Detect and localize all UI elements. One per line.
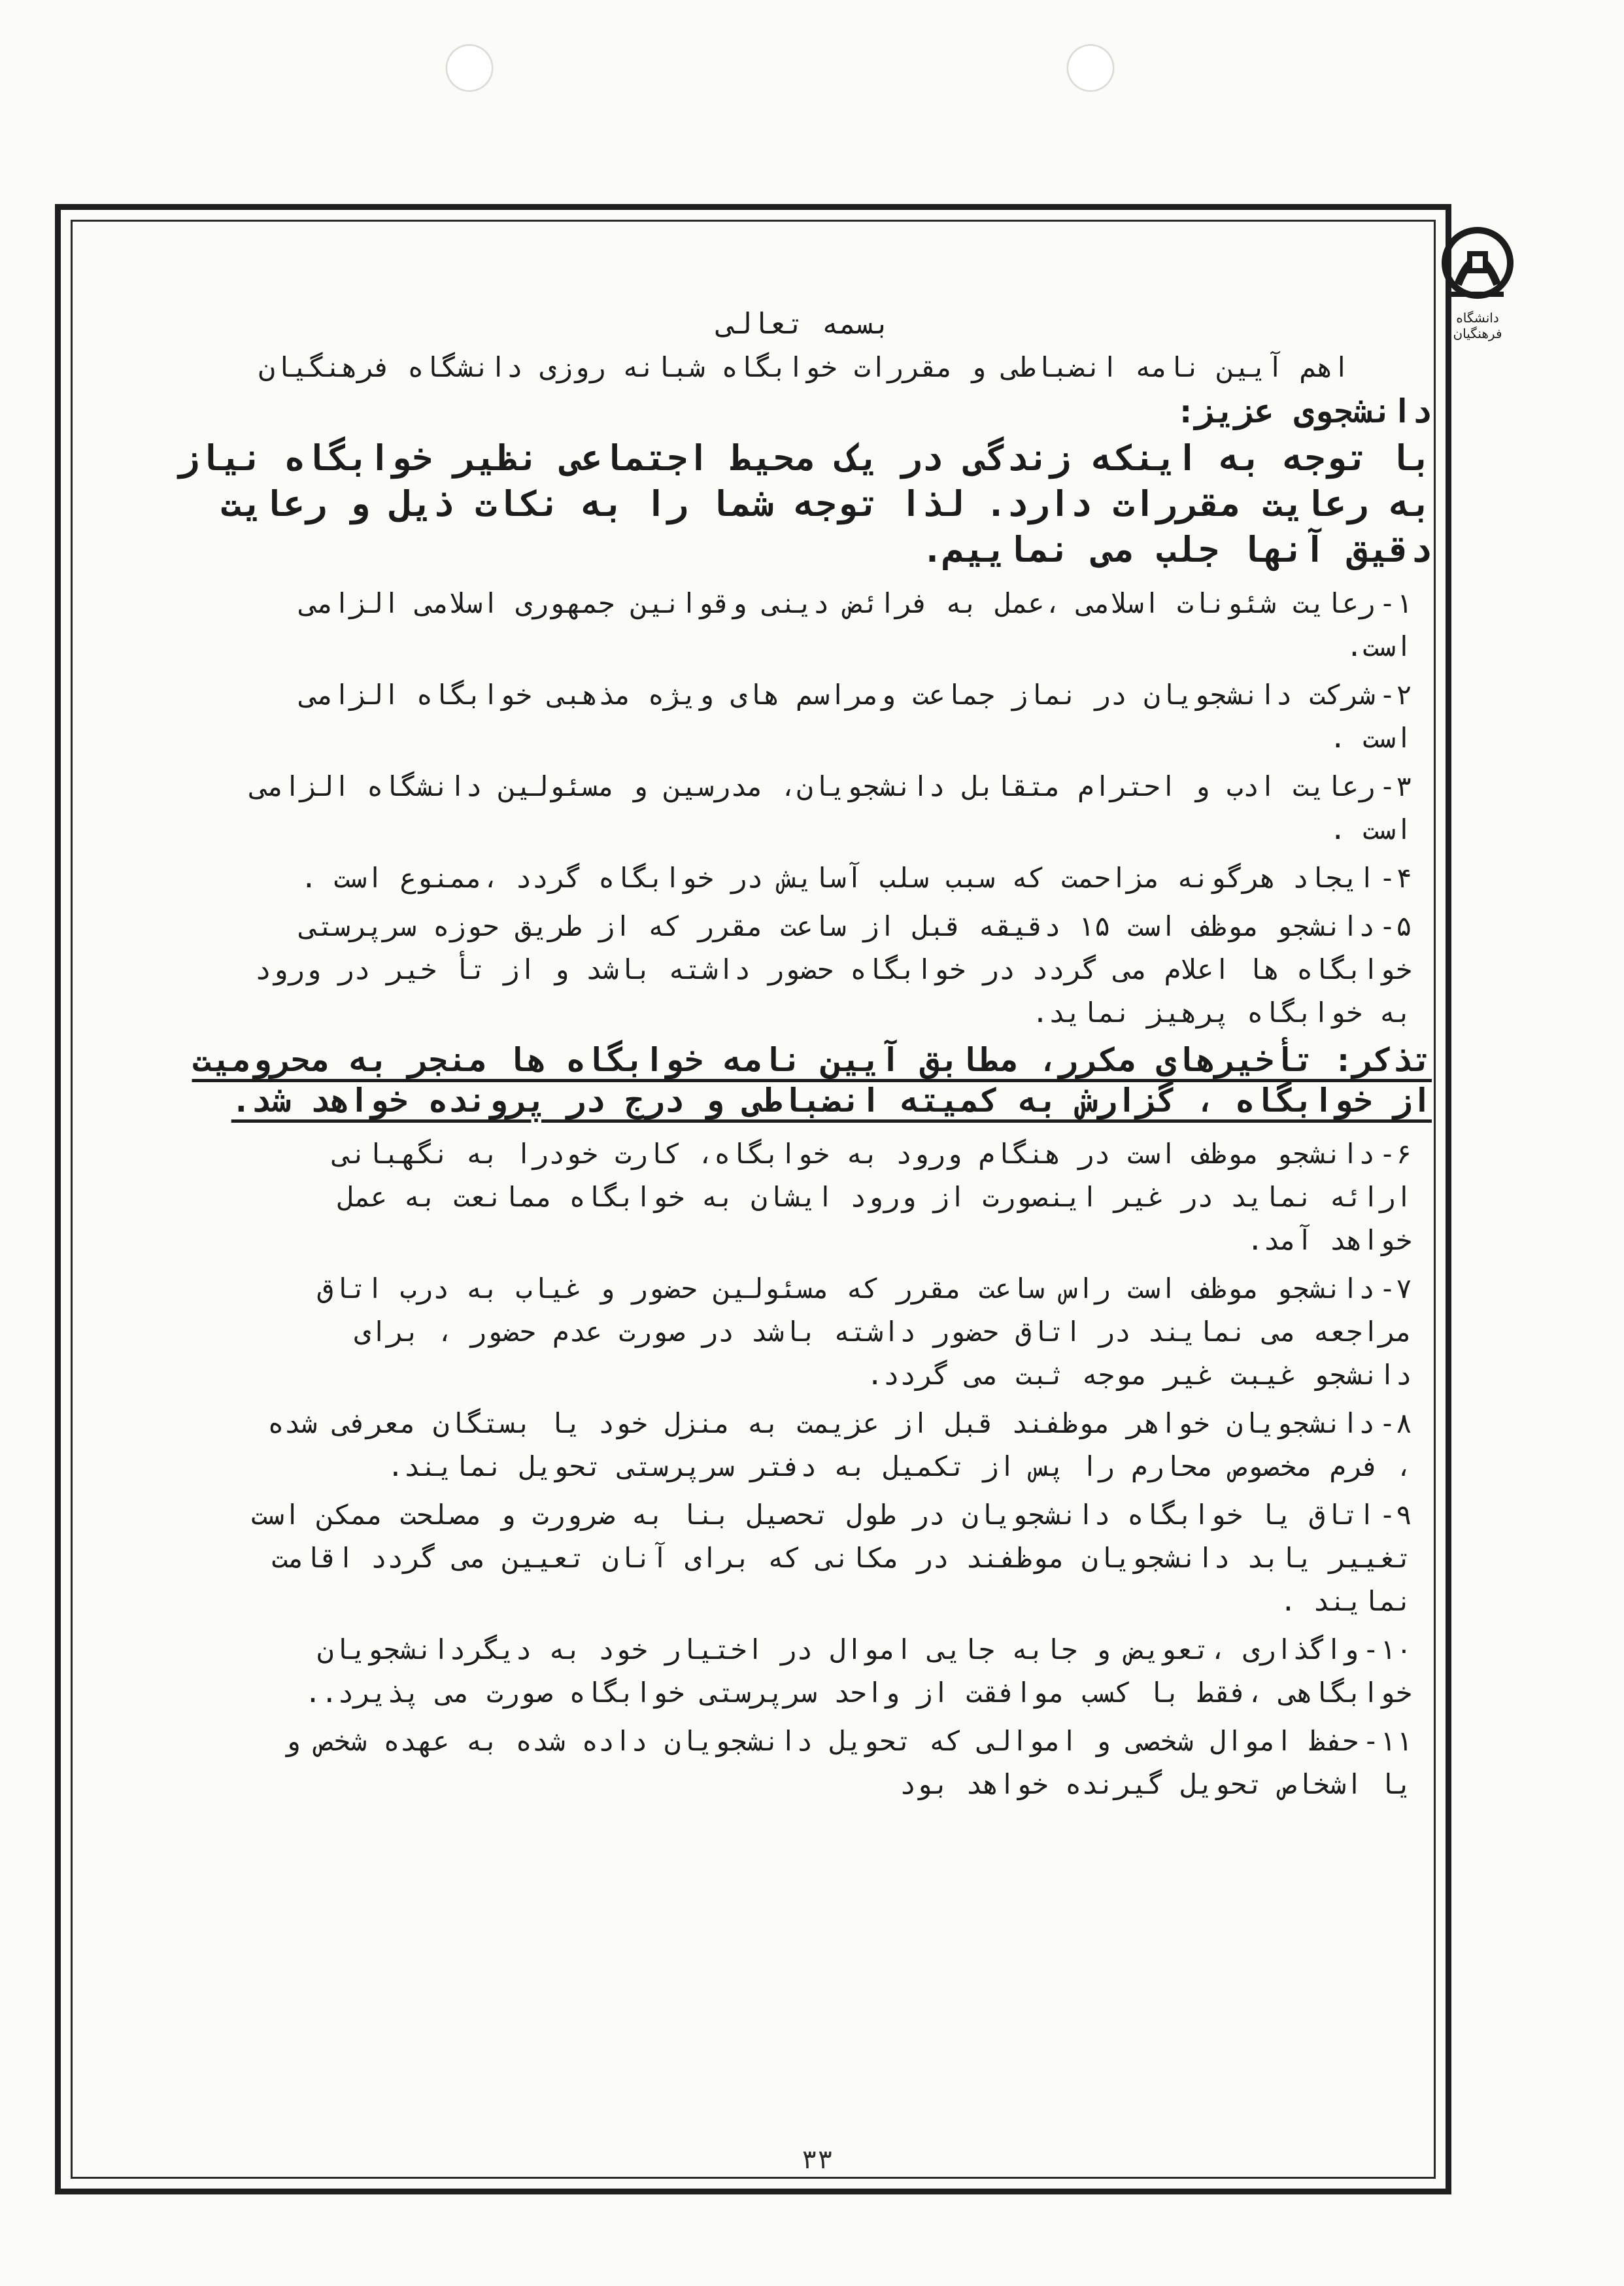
farhangian-emblem-icon — [1438, 222, 1517, 307]
logo-caption: دانشگاه فرهنگیان — [1453, 310, 1502, 341]
rules-list-second — [177, 1133, 1432, 1806]
rule-number: ۹- — [1379, 1499, 1412, 1531]
rule-text: رعایت ادب و احترام متقابل دانشجویان، مدرسین و مسئولین دانشگاه الزامی است . — [250, 770, 1412, 845]
rule-number: ۳- — [1379, 770, 1412, 802]
university-logo — [1438, 222, 1517, 341]
rule-number: ۱۱- — [1362, 1725, 1412, 1757]
rule-text: حفظ اموال شخصی و اموالی که تحویل دانشجویان داده شده به عهده شخص و یا اشخاص تحویل گیرنده خواهد بود — [284, 1725, 1412, 1800]
rule-text: دانشجو موظف است در هنگام ورود به خوابگاه، کارت خودرا به نگهبانی ارائه نماید در غیر اینصورت از ورود ایشان به خوابگاه ممانعت به عمل خواهد آمد. — [333, 1138, 1412, 1256]
rule-number: ۱۰- — [1362, 1633, 1412, 1665]
rule-text: اتاق یا خوابگاه دانشجویان در طول تحصیل بنا به ضرورت و مصلحت ممکن است تغییر یابد دانشجویان موظفند در مکانی که برای آنان تعیین می گردد اقامت نمایند . — [250, 1499, 1412, 1617]
page-number: ۳۳ — [801, 2145, 834, 2175]
rule-item — [248, 582, 1412, 668]
rule-item — [248, 905, 1412, 1034]
salutation: دانشجوی عزیز: — [1176, 392, 1432, 430]
rules-list-first — [177, 582, 1432, 1034]
document-body — [177, 307, 1432, 1811]
intro-paragraph: با توجه به اینکه زندگی در یک محیط اجتماعی نظیر خوابگاه نیاز به رعایت مقررات دارد. لذا توجه شما را به نکات ذیل و رعایت دقیق آنها جلب می نماییم. — [177, 437, 1432, 570]
rule-number: ۷- — [1379, 1272, 1412, 1305]
rule-number: ۵- — [1379, 910, 1412, 942]
rule-text: دانشجو موظف است راس ساعت مقرر که مسئولین حضور و غیاب به درب اتاق مراجعه می نمایند در اتاق حضور داشته باشد در صورت عدم حضور ، برای دانشجو غیبت غیر موجه ثبت می گردد. — [317, 1272, 1412, 1391]
rule-item — [248, 1267, 1412, 1397]
rule-number: ۴- — [1379, 862, 1412, 894]
punch-hole-right — [1067, 44, 1114, 92]
tardiness-note: تذکر: تأخیرهای مکرر، مطابق آیین نامه خوابگاه ها منجر به محرومیت از خوابگاه ، گزارش به کمیته انضباطی و درج در پرونده خواهد شد. — [192, 1041, 1432, 1119]
rule-number: ۸- — [1379, 1407, 1412, 1439]
rule-item — [248, 1402, 1412, 1488]
rule-number: ۶- — [1379, 1138, 1412, 1170]
rule-item — [248, 857, 1412, 900]
rule-number: ۱- — [1379, 587, 1412, 619]
rule-text: ایجاد هرگونه مزاحمت که سبب سلب آسایش در خوابگاه گردد ،ممنوع است . — [300, 862, 1376, 894]
rule-number: ۲- — [1379, 679, 1412, 711]
punch-hole-left — [446, 44, 493, 92]
rule-item — [248, 1493, 1412, 1623]
bismillah-heading: بسمه تعالی — [717, 307, 891, 341]
document-title: اهم آیین نامه انضباطی و مقررات خوابگاه شبانه روزی دانشگاه فرهنگیان — [258, 351, 1350, 383]
rule-item — [248, 1628, 1412, 1714]
rule-item — [248, 1133, 1412, 1262]
rule-text: رعایت شئونات اسلامی ،عمل به فرائض دینی وقوانین جمهوری اسلامی الزامی است. — [300, 587, 1412, 662]
rule-text: دانشجویان خواهر موظفند قبل از عزیمت به منزل خود یا بستگان معرفی شده ، فرم مخصوص محارم را پس از تکمیل به دفتر سرپرستی تحویل نمایند. — [267, 1407, 1412, 1482]
rule-item — [248, 674, 1412, 760]
rule-item — [248, 1720, 1412, 1806]
rule-text: شرکت دانشجویان در نماز جماعت ومراسم های ویژه مذهبی خوابگاه الزامی است . — [300, 679, 1412, 754]
rule-item — [248, 765, 1412, 851]
rule-text: واگذاری ،تعویض و جابه جایی اموال در اختیار خود به دیگردانشجویان خوابگاهی ،فقط با کسب موافقت از واحد سرپرستی خوابگاه صورت می پذیرد.. — [304, 1633, 1412, 1709]
rule-text: دانشجو موظف است ۱۵ دقیقه قبل از ساعت مقرر که از طریق حوزه سرپرستی خوابگاه ها اعلام می گردد در خوابگاه حضور داشته باشد و از تأ خیر در ورود به خوابگاه پرهیز نماید. — [254, 910, 1412, 1029]
